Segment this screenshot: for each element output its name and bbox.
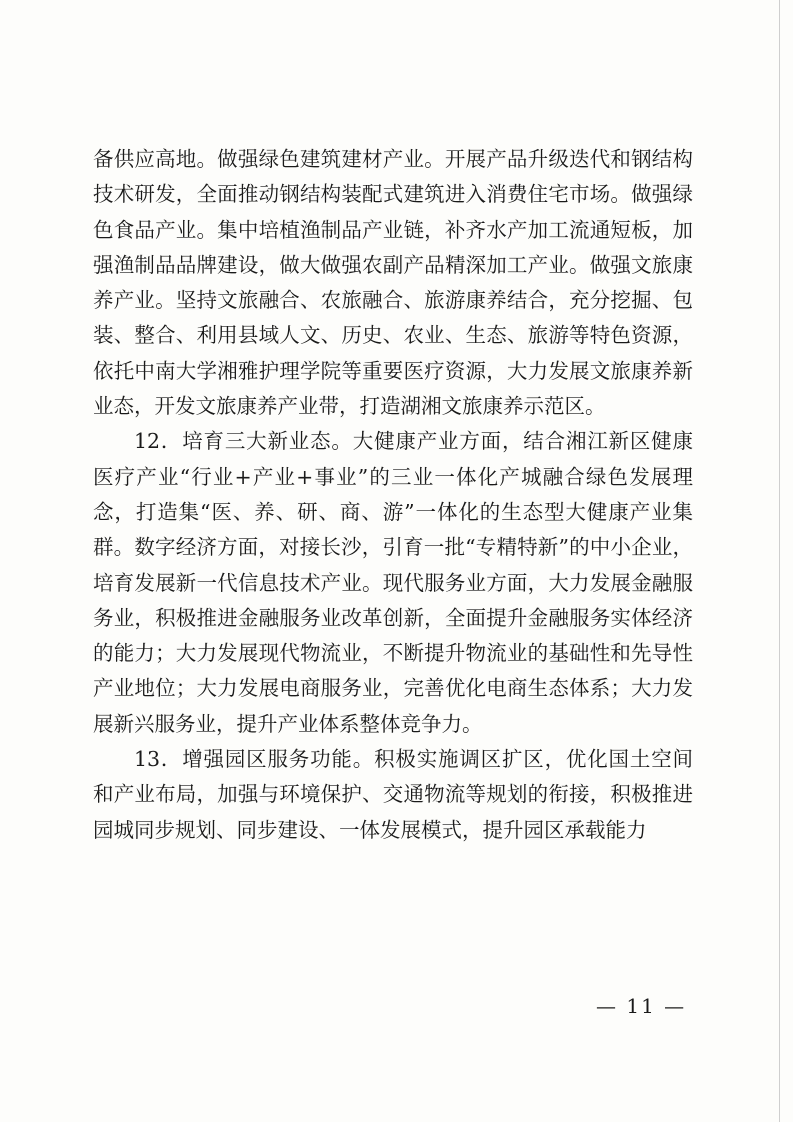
paragraph-body: 备供应高地。做强绿色建筑建材产业。开展产品升级迭代和钢结构技术研发，全面推动钢结构装配式建筑进入消费住宅市场。做强绿色食品产业。集中培植渔制品产业链，补齐水产加工流通短板，加强渔制品品牌建设，做大做强农副产品精深加工产业。做强文旅康养产业。坚持文旅融合、农旅融合、旅游康养结合，充分挖掘、包装、整合、利用县域人文、历史、农业、生态、旅游等特色资源，依托中南大学湘雅护理学院等重要医疗资源，大力发展文旅康养新业态，开发文旅康养产业带，打造湖湘文旅康养示范区。 <box>93 147 693 419</box>
body-text <box>93 142 693 848</box>
paragraph-body: 积极实施调区扩区，优化国土空间和产业布局，加强与环境保护、交通物流等规划的衔接，积极推进园城同步规划、同步建设、一体发展模式，提升园区承载能力 <box>93 747 694 842</box>
paragraph-body: 大健康产业方面，结合湘江新区健康医疗产业“行业+产业+事业”的三业一体化产城融合绿色发展理念，打造集“医、养、研、商、游”一体化的生态型大健康产业集群。数字经济方面，对接长沙，引育一批“专精特新”的中小企业，培育发展新一代信息技术产业。现代服务业方面，大力发展金融服务业，积极推进金融服务业改革创新，全面提升金融服务实体经济的能力；大力发展现代物流业，不断提升物流业的基础性和先导性产业地位；大力发展电商服务业，完善优化电商生态体系；大力发展新兴服务业，提升产业体系整体竞争力。 <box>93 429 693 736</box>
paragraph-13 <box>93 742 693 848</box>
paragraph-heading: 12．培育三大新业态。 <box>134 429 353 454</box>
paragraph-continuation <box>93 142 693 424</box>
paragraph-12 <box>93 424 693 742</box>
paragraph-heading: 13．增强园区服务功能。 <box>134 747 375 772</box>
page-edge-line <box>779 0 780 1122</box>
page-number: — 11 — <box>596 994 687 1018</box>
